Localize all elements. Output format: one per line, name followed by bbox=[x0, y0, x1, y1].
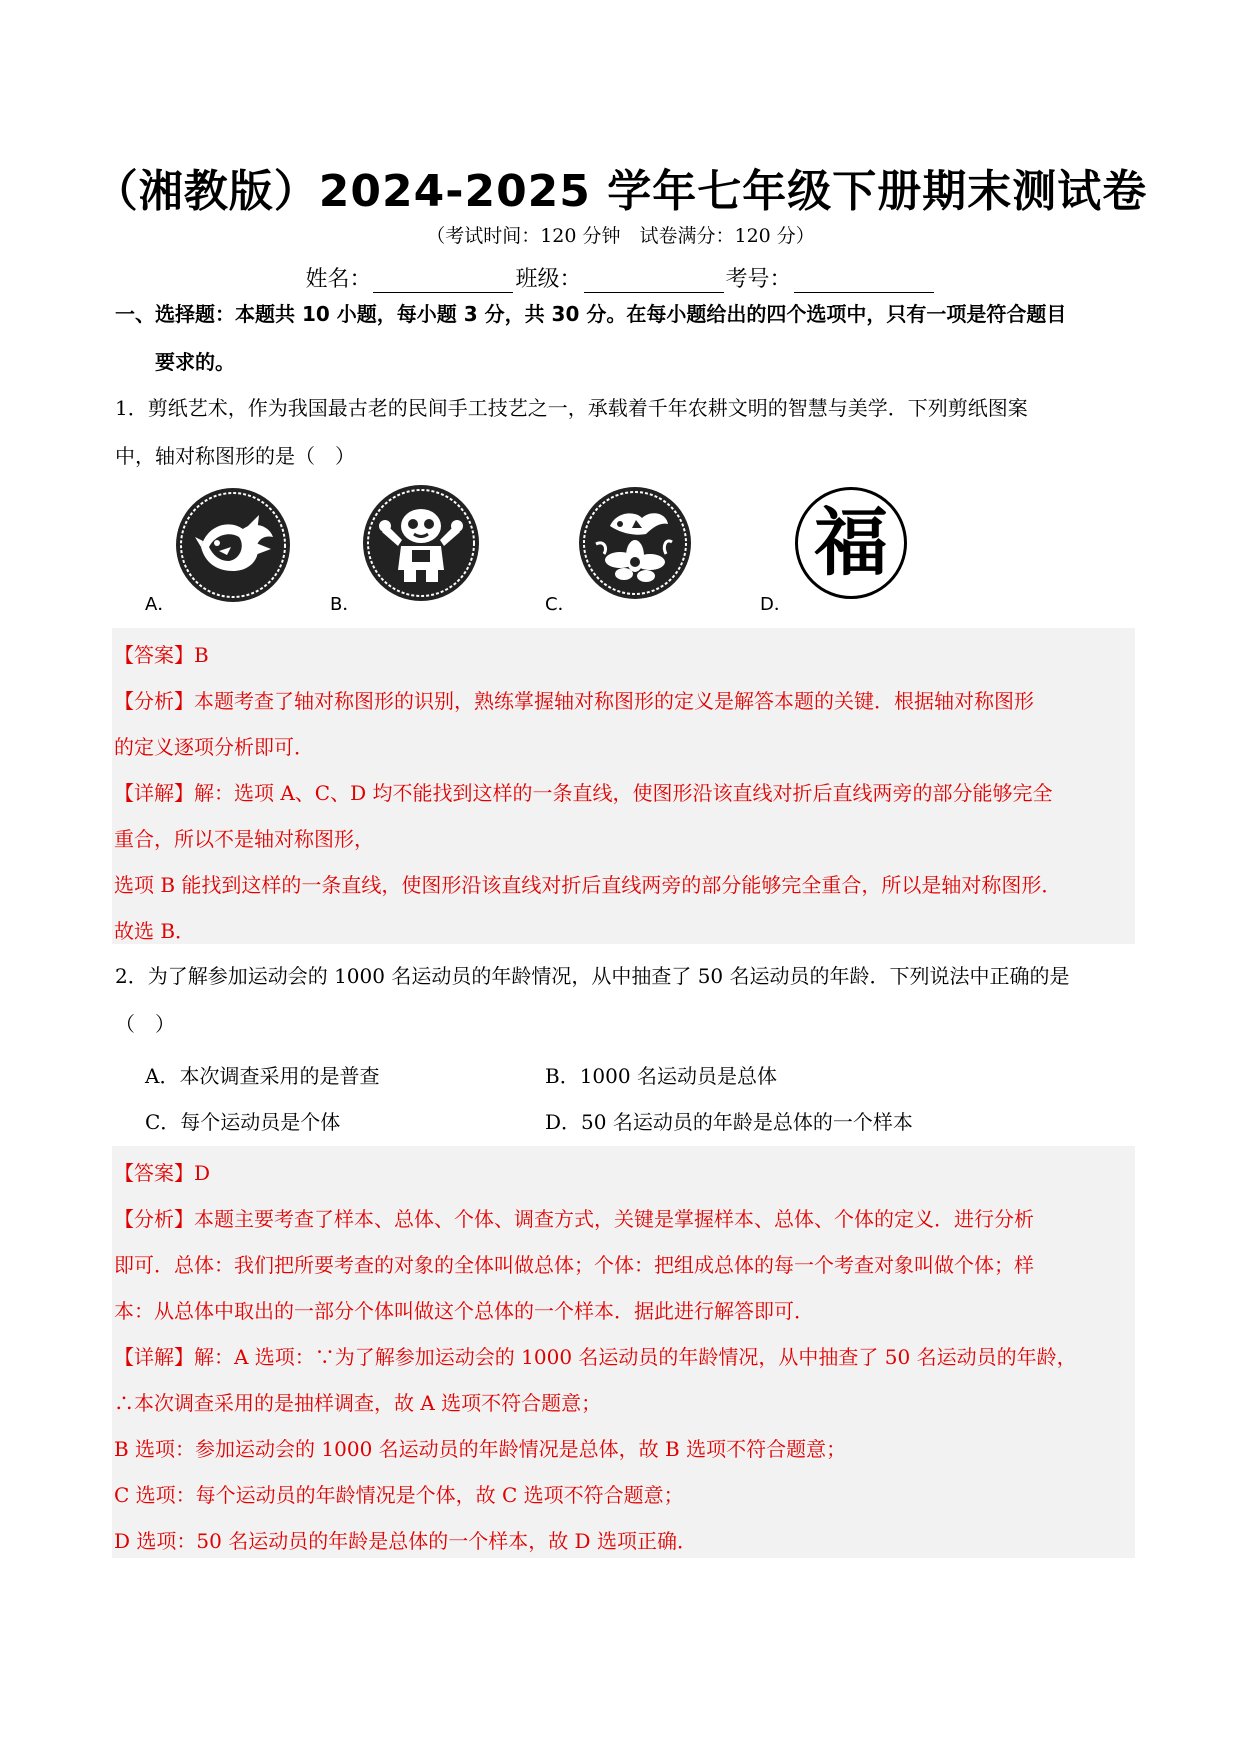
detail-2-line-5: D 选项：50 名运动员的年龄是总体的一个样本，故 D 选项正确． bbox=[114, 1529, 697, 1553]
analysis-2-line-3: 本：从总体中取出的一部分个体叫做这个总体的一个样本．据此进行解答即可． bbox=[114, 1299, 814, 1323]
detail-1-line-4: 故选 B． bbox=[114, 919, 196, 943]
detail-2-line-4: C 选项：每个运动员的年龄情况是个体，故 C 选项不符合题意； bbox=[114, 1483, 684, 1507]
name-label: 姓名： bbox=[305, 267, 372, 292]
class-label: 班级： bbox=[515, 267, 582, 292]
fu-character-circle bbox=[795, 487, 907, 599]
bird-papercut-icon bbox=[173, 485, 293, 605]
section-line-1: 一、选择题：本题共 10 小题，每小题 3 分，共 30 分。在每小题给出的四个选项中，只有一项是符合题目 bbox=[115, 302, 1067, 326]
question-1-line-2: 中，轴对称图形的是（ ） bbox=[115, 444, 355, 468]
question-2 bbox=[115, 952, 1135, 1048]
analysis-1-line-1: 【分析】本题考查了轴对称图形的识别，熟练掌握轴对称图形的定义是解答本题的关键．根据轴对称图形 bbox=[114, 689, 1034, 713]
section-line-2: 要求的。 bbox=[155, 350, 235, 374]
section-heading bbox=[115, 290, 1135, 386]
detail-1-line-1: 【详解】解：选项 A、C、D 均不能找到这样的一条直线，使图形沿该直线对折后直线两旁的部分能够完全 bbox=[114, 781, 1053, 805]
detail-2-line-3: B 选项：参加运动会的 1000 名运动员的年龄情况是总体，故 B 选项不符合题意； bbox=[114, 1437, 847, 1461]
answer-box-1 bbox=[112, 628, 1135, 944]
exam-no-label: 考号： bbox=[725, 267, 792, 292]
analysis-2-line-2: 即可．总体：我们把所要考查的对象的全体叫做总体；个体：把组成总体的每一个考查对象叫做个体；样 bbox=[114, 1253, 1034, 1277]
page-title: （湘教版）2024-2025 学年七年级下册期末测试卷 bbox=[93, 166, 1148, 217]
q2-option-c: C．每个运动员是个体 bbox=[145, 1110, 341, 1134]
detail-1-line-3: 选项 B 能找到这样的一条直线，使图形沿该直线对折后直线两旁的部分能够完全重合，所以是轴对称图形． bbox=[114, 873, 1062, 897]
q2-option-d: D．50 名运动员的年龄是总体的一个样本 bbox=[545, 1110, 913, 1134]
student-info-line bbox=[0, 262, 1241, 293]
detail-2-line-2: ∴本次调查采用的是抽样调查，故 A 选项不符合题意； bbox=[114, 1391, 602, 1415]
child-figure-papercut-icon bbox=[360, 482, 482, 604]
flower-papercut-icon bbox=[576, 484, 694, 602]
fu-character: 福 bbox=[814, 500, 888, 586]
q2-option-a: A．本次调查采用的是普查 bbox=[145, 1064, 380, 1088]
option-b-label: B． bbox=[330, 594, 361, 615]
answer-2: 【答案】D bbox=[114, 1161, 211, 1185]
exam-time-info: （考试时间：120 分钟 试卷满分：120 分） bbox=[426, 225, 815, 247]
detail-1-line-2: 重合，所以不是轴对称图形， bbox=[114, 827, 374, 851]
option-c-label: C． bbox=[545, 594, 576, 615]
question-2-line-1: 2．为了解参加运动会的 1000 名运动员的年龄情况，从中抽查了 50 名运动员的年龄．下列说法中正确的是 bbox=[115, 964, 1070, 988]
question-1 bbox=[115, 384, 1135, 480]
analysis-1-line-2: 的定义逐项分析即可． bbox=[114, 735, 314, 759]
option-a-label: A． bbox=[145, 594, 176, 615]
option-d-label: D． bbox=[760, 594, 792, 615]
detail-2-line-1: 【详解】解：A 选项：∵为了解参加运动会的 1000 名运动员的年龄情况，从中抽查了 50 名运动员的年龄， bbox=[114, 1345, 1077, 1369]
question-2-line-2: （ ） bbox=[115, 1012, 175, 1036]
question-1-line-1: 1．剪纸艺术，作为我国最古老的民间手工技艺之一，承载着千年农耕文明的智慧与美学．下列剪纸图案 bbox=[115, 396, 1028, 420]
analysis-2-line-1: 【分析】本题主要考查了样本、总体、个体、调查方式，关键是掌握样本、总体、个体的定义．进行分析 bbox=[114, 1207, 1034, 1231]
answer-box-2 bbox=[112, 1146, 1135, 1558]
q2-option-b: B．1000 名运动员是总体 bbox=[545, 1064, 777, 1088]
answer-1: 【答案】B bbox=[114, 643, 209, 667]
